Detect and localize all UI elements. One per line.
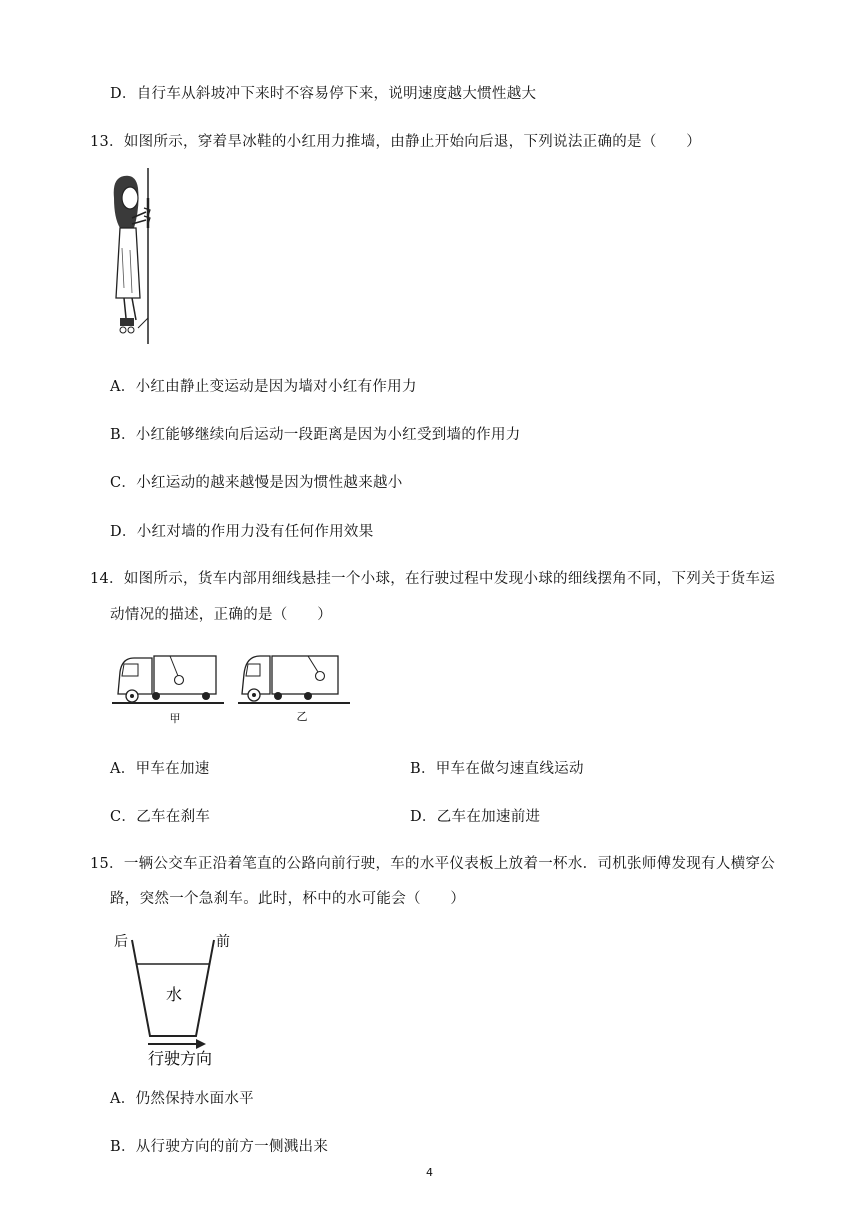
q14-stem-line1: 14．如图所示，货车内部用细线悬挂一个小球，在行驶过程中发现小球的细线摆角不同，下列关于货车运 bbox=[90, 571, 776, 587]
q14-option-c: C．乙车在刹车 bbox=[110, 809, 211, 825]
truck-jia bbox=[112, 656, 224, 703]
truck-yi bbox=[238, 656, 350, 703]
q14-label-jia: 甲 bbox=[169, 712, 181, 725]
q13-stem: 13．如图所示，穿着旱冰鞋的小红用力推墙，由静止开始向后退，下列说法正确的是（ ） bbox=[90, 134, 702, 150]
q14-label-yi: 乙 bbox=[296, 710, 308, 723]
q14-option-a: A．甲车在加速 bbox=[110, 761, 210, 777]
q15-label-water: 水 bbox=[165, 985, 183, 1004]
q15-stem-line2: 路，突然一个急刹车。此时，杯中的水可能会（ ） bbox=[110, 891, 466, 907]
q14-figure-trucks bbox=[112, 650, 362, 730]
q13-figure-girl-pushing-wall bbox=[108, 168, 184, 344]
page-number: 4 bbox=[426, 1166, 433, 1179]
q15-stem-line1: 15．一辆公交车正沿着笔直的公路向前行驶，车的水平仪表板上放着一杯水．司机张师傅发现有人横穿公 bbox=[90, 856, 776, 872]
q14-option-d: D．乙车在加速前进 bbox=[410, 809, 541, 825]
q13-option-c: C．小红运动的越来越慢是因为惯性越来越小 bbox=[110, 475, 403, 491]
q13-option-d: D．小红对墙的作用力没有任何作用效果 bbox=[110, 524, 374, 540]
q15-figure-cup bbox=[110, 928, 240, 1068]
q15-label-front: 前 bbox=[216, 934, 230, 950]
q14-stem-line2: 动情况的描述，正确的是（ ） bbox=[110, 607, 332, 623]
q15-label-back: 后 bbox=[114, 934, 128, 950]
q15-option-a: A．仍然保持水面水平 bbox=[110, 1091, 254, 1107]
q14-option-b: B．甲车在做匀速直线运动 bbox=[410, 761, 584, 777]
q12-option-d: D．自行车从斜坡冲下来时不容易停下来，说明速度越大惯性越大 bbox=[110, 86, 537, 102]
q15-option-b: B．从行驶方向的前方一侧溅出来 bbox=[110, 1139, 329, 1155]
q13-option-b: B．小红能够继续向后运动一段距离是因为小红受到墙的作用力 bbox=[110, 427, 521, 443]
q15-label-direction: 行驶方向 bbox=[147, 1049, 213, 1068]
q13-option-a: A．小红由静止变运动是因为墙对小红有作用力 bbox=[110, 379, 417, 395]
